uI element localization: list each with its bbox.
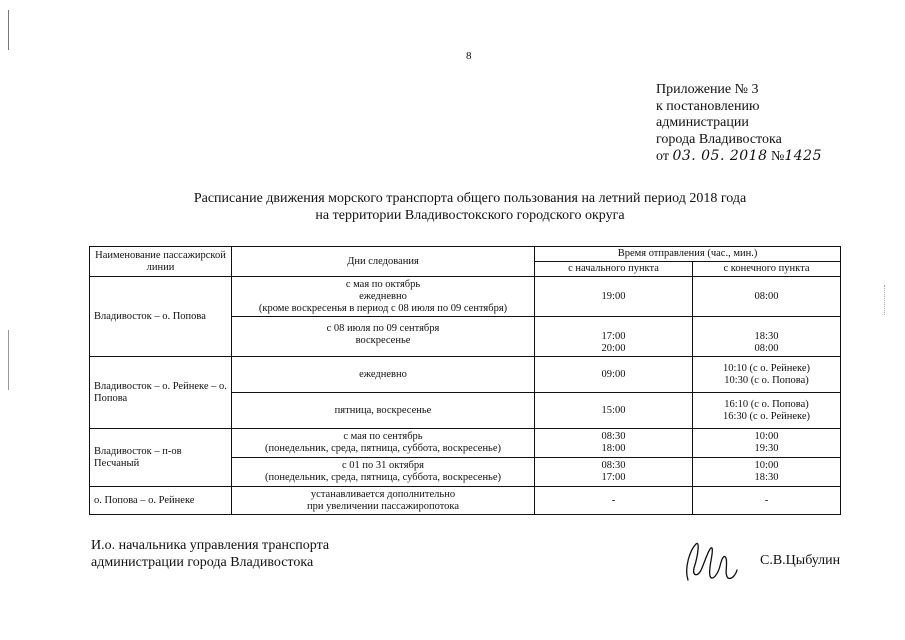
page-number: 8 [466, 50, 472, 62]
days-text: с мая по сентябрь [343, 431, 423, 442]
line-name-cell: Владивосток – о. Рейнеке – о. Попова [90, 357, 232, 429]
header-departure-time: Время отправления (час., мин.) [535, 247, 841, 262]
time-value: 18:30 [754, 472, 779, 483]
start-time-cell [535, 487, 693, 515]
days-text: пятница, воскресенье [334, 404, 432, 416]
end-time-cell [693, 458, 841, 487]
time-value: 17:00 [601, 472, 626, 483]
time-value: 20:00 [601, 343, 626, 354]
line-name-cell: Владивосток – п-ов Песчаный [90, 429, 232, 487]
appendix-date-line [656, 148, 822, 166]
handwritten-date: 03. 05. 2018 [672, 148, 768, 164]
end-time-cell [693, 487, 841, 515]
time-value: - [764, 494, 769, 506]
days-cell [232, 277, 535, 317]
end-time-cell [693, 393, 841, 429]
days-text: с мая по октябрь [345, 278, 421, 290]
line-name-cell: Владивосток – о. Попова [90, 277, 232, 357]
time-value: 17:00 [601, 331, 626, 342]
days-text: при увеличении пассажиропотока [307, 500, 459, 512]
schedule-table [89, 246, 841, 515]
title-line: на территории Владивостокского городского округа [315, 207, 625, 223]
time-value: 19:30 [754, 443, 779, 454]
start-time-cell [535, 317, 693, 357]
days-cell [232, 317, 535, 357]
signer-name: С.В.Цыбулин [760, 553, 841, 568]
days-text: с 08 июля по 09 сентября [326, 323, 440, 334]
start-time-cell [535, 393, 693, 429]
days-text: ежедневно [359, 368, 407, 380]
days-text: (понедельник, среда, пятница, суббота, воскресенье) [264, 443, 502, 454]
days-cell [232, 357, 535, 393]
header-from-end: с конечного пункта [693, 262, 841, 277]
time-value: 09:00 [601, 368, 626, 380]
time-value: 16:30 (с о. Рейнеке) [722, 410, 811, 422]
time-value: 10:00 [754, 460, 779, 471]
time-value: 15:00 [601, 404, 626, 416]
time-value: 08:00 [754, 343, 779, 354]
table-row [90, 357, 841, 393]
end-time-cell [693, 357, 841, 393]
time-value: - [611, 494, 616, 506]
time-value: 10:00 [754, 431, 779, 442]
table-row [90, 487, 841, 515]
time-value: 08:00 [754, 290, 779, 302]
scan-edge-mark [8, 330, 9, 390]
appendix-line: к постановлению [656, 98, 760, 114]
days-cell [232, 393, 535, 429]
scan-side-mark [884, 285, 887, 315]
days-text: ежедневно [359, 290, 407, 302]
time-value: 10:10 (с о. Рейнеке) [722, 362, 811, 374]
days-text: с 01 по 31 октября [342, 460, 424, 471]
table-row [90, 429, 841, 458]
line-name-cell: о. Попова – о. Рейнеке [90, 487, 232, 515]
header-from-start: с начального пункта [535, 262, 693, 277]
end-time-cell [693, 429, 841, 458]
time-value: 08:30 [601, 460, 626, 471]
start-time-cell [535, 458, 693, 487]
days-text: (понедельник, среда, пятница, суббота, воскресенье) [264, 472, 502, 483]
appendix-line: администрации [656, 115, 749, 130]
time-value: 16:10 (с о. Попова) [724, 398, 809, 410]
time-value: 10:30 (с о. Попова) [724, 374, 809, 386]
time-value: 18:30 [754, 331, 779, 342]
days-text: воскресенье [355, 335, 411, 346]
start-time-cell [535, 429, 693, 458]
table-row [90, 277, 841, 317]
days-text: устанавливается дополнительно [310, 488, 456, 500]
scan-edge-mark [8, 10, 9, 50]
number-prefix: № [771, 149, 785, 164]
time-value: 08:30 [601, 431, 626, 442]
days-cell [232, 487, 535, 515]
header-line-name: Наименование пассажирской линии [90, 247, 232, 277]
signer-position: И.о. начальника управления транспорта [91, 538, 330, 553]
days-cell [232, 458, 535, 487]
time-value: 19:00 [601, 290, 626, 302]
handwritten-signature-image [680, 538, 740, 586]
signature-block [91, 537, 329, 571]
end-time-cell [693, 317, 841, 357]
start-time-cell [535, 277, 693, 317]
title-line: Расписание движения морского транспорта общего пользования на летний период 2018 года [193, 191, 747, 206]
handwritten-number: 1425 [784, 148, 822, 164]
document-title [90, 191, 850, 224]
appendix-line: города Владивостока [656, 131, 782, 147]
appendix-line: Приложение № 3 [656, 82, 759, 97]
start-time-cell [535, 357, 693, 393]
days-text: (кроме воскресенья в период с 08 июля по 09 сентября) [258, 302, 508, 314]
signer-position: администрации города Владивостока [91, 555, 314, 570]
time-value: 18:00 [601, 443, 626, 454]
days-cell [232, 429, 535, 458]
date-prefix: от [656, 149, 669, 164]
end-time-cell [693, 277, 841, 317]
appendix-block [656, 82, 822, 166]
header-days: Дни следования [232, 247, 535, 277]
